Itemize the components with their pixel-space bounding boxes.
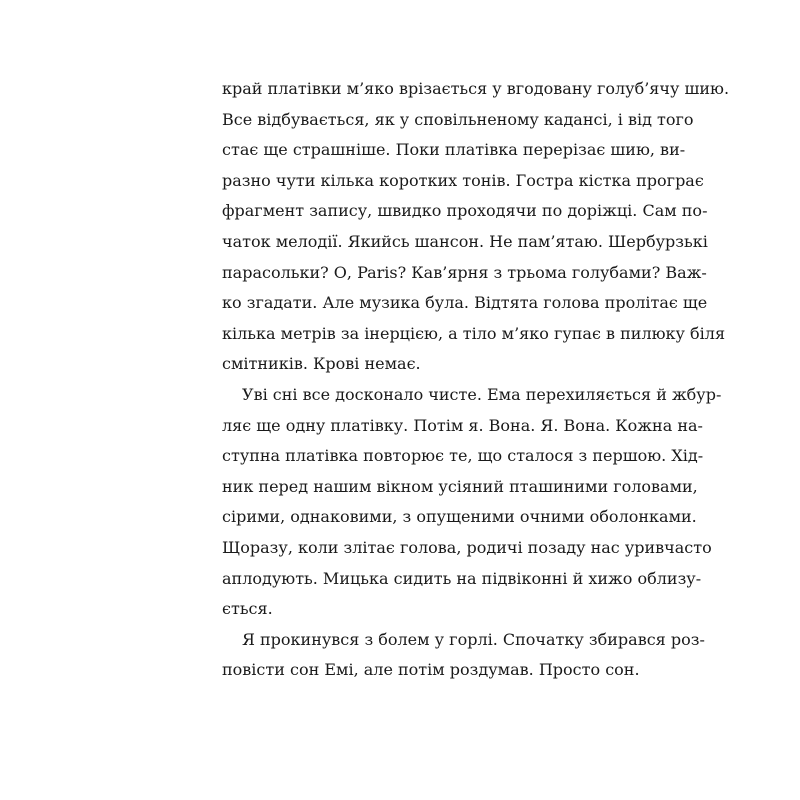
- text-line: ник перед нашим вікном усіяний пташиними головами,: [222, 476, 698, 496]
- body-text: [222, 74, 730, 686]
- text-line: Я прокинувся з болем у горлі. Спочатку збирався роз-: [242, 629, 705, 649]
- text-line: ступна платівка повторює те, що сталося з першою. Хід-: [222, 446, 704, 466]
- text-line: кілька метрів за інерцією, а тіло м’яко гупає в пилюку біля: [222, 323, 726, 343]
- text-line: ляє ще одну платівку. Потім я. Вона. Я. Вона. Кожна на-: [222, 415, 703, 435]
- text-line: разно чути кілька коротких тонів. Гостра кістка програє: [222, 170, 704, 190]
- text-line: ко згадати. Але музика була. Відтята голова пролітає ще: [222, 293, 708, 313]
- text-line: стає ще страшніше. Поки платівка перерізає шию, ви-: [222, 140, 686, 160]
- text-line: фрагмент запису, швидко проходячи по доріжці. Сам по-: [222, 201, 708, 221]
- text-line: смітників. Крові немає.: [222, 354, 421, 374]
- paragraph: [222, 74, 730, 380]
- text-line: ється.: [222, 599, 273, 619]
- paragraph: [222, 625, 705, 686]
- text-line: аплодують. Мицька сидить на підвіконні й хижо облизу-: [222, 568, 702, 588]
- text-line: парасольки? О, Paris? Кав’ярня з трьома голубами? Важ-: [222, 262, 707, 282]
- text-line: Все відбувається, як у сповільненому кадансі, і від того: [222, 109, 694, 129]
- text-line: повісти сон Емі, але потім роздумав. Просто сон.: [222, 660, 640, 680]
- text-line: Уві сні все досконало чисте. Ема перехиляється й жбур-: [242, 384, 722, 404]
- text-line: Щоразу, коли злітає голова, родичі позаду нас уривчасто: [222, 537, 712, 557]
- text-line: сірими, однаковими, з опущеними очними оболонками.: [222, 507, 697, 527]
- text-line: край платівки м’яко врізається у вгодовану голуб’ячу шию.: [222, 79, 730, 98]
- text-line: чаток мелодії. Якийсь шансон. Не пам’ятаю. Шербурзькі: [222, 231, 708, 251]
- paragraph: [222, 380, 722, 625]
